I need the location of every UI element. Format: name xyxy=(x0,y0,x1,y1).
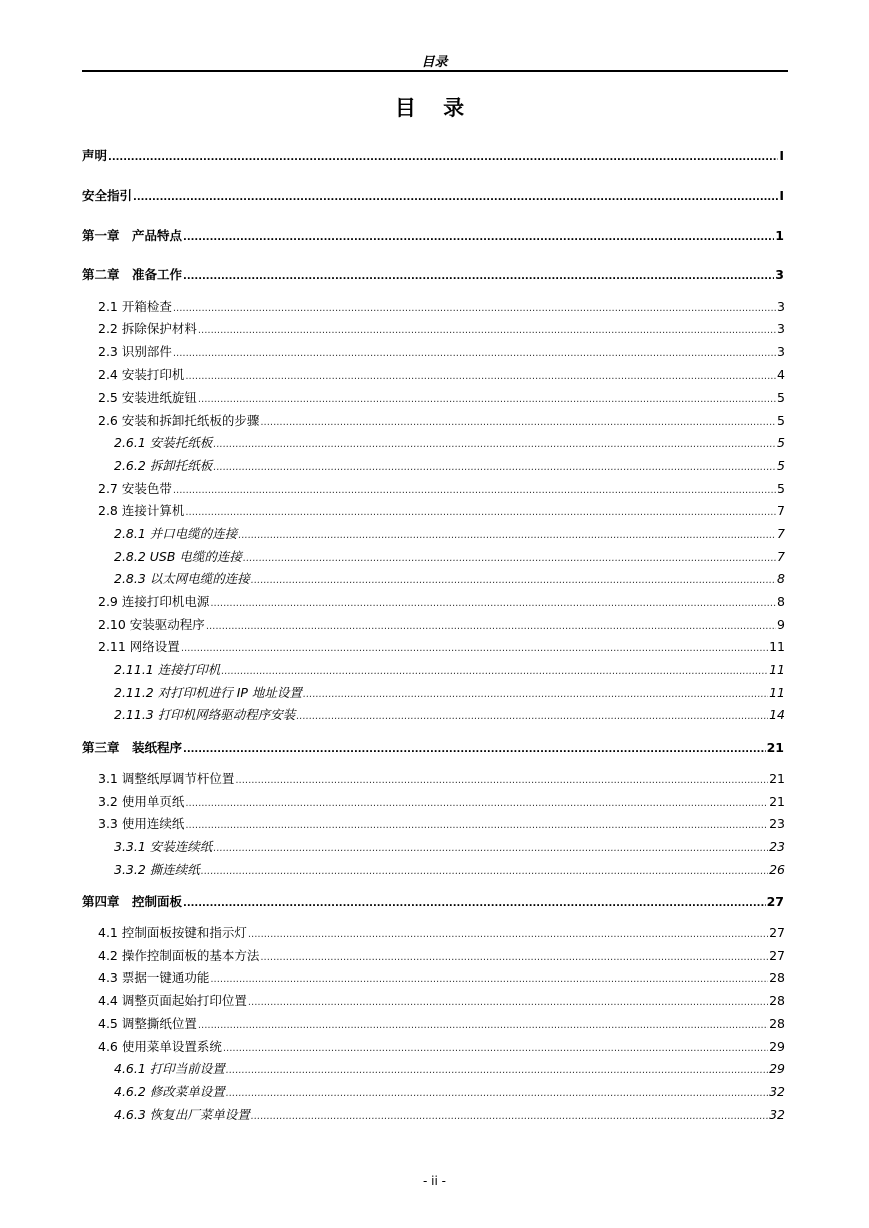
toc-entry[interactable] xyxy=(98,319,785,337)
toc-entry-page: 1 xyxy=(775,228,784,243)
toc-entry[interactable] xyxy=(114,860,785,878)
toc-entry[interactable] xyxy=(98,479,785,497)
toc-entry-label: 2.1 开箱检查 xyxy=(98,299,172,314)
dot-leader xyxy=(243,549,776,564)
toc-entry-label: 4.6.2 修改菜单设置 xyxy=(114,1084,225,1099)
toc-entry-label: 第一章 产品特点 xyxy=(82,228,183,243)
toc-entry[interactable] xyxy=(98,991,785,1009)
dot-leader xyxy=(198,390,776,405)
toc-entry-label: 3.3.1 安装连续纸 xyxy=(114,839,213,854)
toc-entry[interactable] xyxy=(98,814,785,832)
toc-entry[interactable] xyxy=(98,923,785,941)
dot-leader xyxy=(238,526,776,541)
toc-entry-page: 27 xyxy=(769,948,785,963)
toc-entry-label: 4.4 调整页面起始打印位置 xyxy=(98,993,247,1008)
toc-entry-page: 14 xyxy=(769,707,785,722)
dot-leader xyxy=(183,228,774,243)
dot-leader xyxy=(226,1061,768,1076)
toc-entry-label: 3.3.2 撕连续纸 xyxy=(114,862,200,877)
toc-entry-label: 4.6 使用菜单设置系统 xyxy=(98,1039,222,1054)
dot-leader xyxy=(185,367,776,382)
dot-leader xyxy=(183,267,774,282)
dot-leader xyxy=(213,458,776,473)
toc-entry-page: 23 xyxy=(769,839,785,854)
toc-entry-page: 5 xyxy=(777,413,785,428)
toc-entry-page: 29 xyxy=(769,1061,785,1076)
toc-entry[interactable] xyxy=(114,683,785,701)
toc-entry-page: 5 xyxy=(777,481,785,496)
toc-entry[interactable] xyxy=(98,637,785,655)
toc-entry[interactable] xyxy=(114,547,785,565)
toc-entry[interactable] xyxy=(98,1014,785,1032)
toc-entry[interactable] xyxy=(82,226,784,244)
toc-entry[interactable] xyxy=(98,1037,785,1055)
toc-entry-page: 28 xyxy=(769,993,785,1008)
toc-entry[interactable] xyxy=(114,524,785,542)
toc-entry-page: 32 xyxy=(769,1107,785,1122)
toc-entry-label: 2.9 连接打印机电源 xyxy=(98,594,210,609)
toc-entry[interactable] xyxy=(98,388,785,406)
toc-entry-page: 5 xyxy=(777,458,785,473)
toc-entry-page: 21 xyxy=(769,771,785,786)
toc-entry-page: 5 xyxy=(777,435,785,450)
dot-leader xyxy=(185,794,768,809)
toc-entry-label: 3.1 调整纸厚调节杆位置 xyxy=(98,771,235,786)
toc-entry-label: 第三章 装纸程序 xyxy=(82,740,183,755)
dot-leader xyxy=(108,148,778,163)
toc-entry[interactable] xyxy=(82,265,784,283)
toc-entry-page: I xyxy=(779,148,784,163)
toc-entry-page: 3 xyxy=(775,267,784,282)
toc-entry[interactable] xyxy=(114,1059,785,1077)
toc-entry-label: 2.6.2 拆卸托纸板 xyxy=(114,458,213,473)
dot-leader xyxy=(210,594,776,609)
dot-leader xyxy=(183,740,766,755)
dot-leader xyxy=(185,816,768,831)
toc-entry[interactable] xyxy=(82,146,784,164)
toc-entry-page: 11 xyxy=(769,662,785,677)
dot-leader xyxy=(235,771,768,786)
dot-leader xyxy=(210,970,768,985)
toc-entry-label: 2.5 安装进纸旋钮 xyxy=(98,390,197,405)
dot-leader xyxy=(198,1016,768,1031)
toc-entry[interactable] xyxy=(82,738,784,756)
dot-leader xyxy=(221,662,768,677)
toc-entry-label: 4.3 票据一键通功能 xyxy=(98,970,210,985)
toc-entry[interactable] xyxy=(98,968,785,986)
dot-leader xyxy=(213,839,768,854)
toc-entry-page: 26 xyxy=(769,862,785,877)
toc-entry-page: 7 xyxy=(777,526,785,541)
toc-entry[interactable] xyxy=(98,411,785,429)
toc-entry-page: 21 xyxy=(769,794,785,809)
toc-entry[interactable] xyxy=(114,837,785,855)
running-header: 目录 xyxy=(421,55,448,70)
dot-leader xyxy=(206,617,776,632)
toc-entry-label: 2.6.1 安装托纸板 xyxy=(114,435,213,450)
toc-entry-page: 5 xyxy=(777,390,785,405)
dot-leader xyxy=(173,344,776,359)
toc-entry[interactable] xyxy=(114,569,785,587)
toc-entry[interactable] xyxy=(114,1082,785,1100)
toc-entry-page: 7 xyxy=(777,549,785,564)
dot-leader xyxy=(296,707,768,722)
toc-entry-label: 4.5 调整撕纸位置 xyxy=(98,1016,197,1031)
page-title: 目 录 xyxy=(394,96,475,120)
toc-entry-page: 28 xyxy=(769,1016,785,1031)
toc-entry[interactable] xyxy=(98,297,785,315)
toc-entry-page: 8 xyxy=(777,594,785,609)
dot-leader xyxy=(303,685,768,700)
toc-entry[interactable] xyxy=(98,615,785,633)
dot-leader xyxy=(213,435,776,450)
toc-entry-label: 声明 xyxy=(82,148,108,163)
toc-entry[interactable] xyxy=(98,365,785,383)
toc-entry-label: 4.6.1 打印当前设置 xyxy=(114,1061,225,1076)
toc-entry-label: 2.11 网络设置 xyxy=(98,639,180,654)
toc-entry-label: 4.1 控制面板按键和指示灯 xyxy=(98,925,247,940)
toc-entry[interactable] xyxy=(98,501,785,519)
toc-entry-label: 安全指引 xyxy=(82,188,133,203)
toc-entry-label: 2.8.3 以太网电缆的连接 xyxy=(114,571,250,586)
toc-entry-label: 2.11.3 打印机网络驱动程序安装 xyxy=(114,707,296,722)
dot-leader xyxy=(183,894,766,909)
toc-entry[interactable] xyxy=(98,792,785,810)
toc-entry-page: 21 xyxy=(766,740,784,755)
dot-leader xyxy=(173,481,776,496)
toc-entry[interactable] xyxy=(114,705,785,723)
toc-entry-label: 第四章 控制面板 xyxy=(82,894,183,909)
toc-entry[interactable] xyxy=(82,892,784,910)
toc-entry-label: 2.10 安装驱动程序 xyxy=(98,617,205,632)
toc-entry-label: 2.11.1 连接打印机 xyxy=(114,662,221,677)
toc-entry[interactable] xyxy=(98,769,785,787)
toc-entry-label: 2.8.2 USB 电缆的连接 xyxy=(114,549,242,564)
toc-entry[interactable] xyxy=(114,456,785,474)
toc-entry-label: 3.2 使用单页纸 xyxy=(98,794,185,809)
toc-entry-label: 2.7 安装色带 xyxy=(98,481,172,496)
toc-entry-page: 9 xyxy=(777,617,785,632)
dot-leader xyxy=(223,1039,768,1054)
dot-leader xyxy=(248,925,768,940)
toc-entry-label: 2.8 连接计算机 xyxy=(98,503,185,518)
toc-entry[interactable] xyxy=(98,592,785,610)
toc-entry-page: 4 xyxy=(777,367,785,382)
toc-entry-page: 3 xyxy=(777,299,785,314)
toc-entry-page: 3 xyxy=(777,344,785,359)
toc-entry-page: 32 xyxy=(769,1084,785,1099)
toc-entry-page: 7 xyxy=(777,503,785,518)
toc-entry-page: 11 xyxy=(769,685,785,700)
dot-leader xyxy=(185,503,776,518)
toc-entry-label: 3.3 使用连续纸 xyxy=(98,816,185,831)
toc-entry[interactable] xyxy=(82,186,784,204)
dot-leader xyxy=(198,321,776,336)
toc-entry[interactable] xyxy=(98,946,785,964)
toc-entry-label: 2.4 安装打印机 xyxy=(98,367,185,382)
page-number: - ii - xyxy=(423,1174,446,1188)
dot-leader xyxy=(248,993,768,1008)
dot-leader xyxy=(260,948,768,963)
dot-leader xyxy=(251,571,776,586)
dot-leader xyxy=(181,639,768,654)
toc-entry-page: I xyxy=(779,188,784,203)
dot-leader xyxy=(173,299,776,314)
toc-entry-label: 2.11.2 对打印机进行 IP 地址设置 xyxy=(114,685,302,700)
dot-leader xyxy=(133,188,778,203)
dot-leader xyxy=(260,413,776,428)
dot-leader xyxy=(251,1107,768,1122)
toc-entry-page: 11 xyxy=(769,639,785,654)
toc-entry-label: 2.8.1 并口电缆的连接 xyxy=(114,526,238,541)
dot-leader xyxy=(226,1084,768,1099)
toc-entry[interactable] xyxy=(98,342,785,360)
toc-entry-label: 第二章 准备工作 xyxy=(82,267,183,282)
toc-entry-page: 29 xyxy=(769,1039,785,1054)
toc-entry-page: 27 xyxy=(766,894,784,909)
toc-entry-label: 2.3 识别部件 xyxy=(98,344,172,359)
toc-entry-page: 3 xyxy=(777,321,785,336)
toc-entry-label: 4.6.3 恢复出厂菜单设置 xyxy=(114,1107,250,1122)
toc-entry[interactable] xyxy=(114,433,785,451)
dot-leader xyxy=(201,862,768,877)
toc-entry[interactable] xyxy=(114,660,785,678)
toc-entry-page: 28 xyxy=(769,970,785,985)
toc-entry-label: 4.2 操作控制面板的基本方法 xyxy=(98,948,260,963)
toc-entry-label: 2.2 拆除保护材料 xyxy=(98,321,197,336)
toc-entry-label: 2.6 安装和拆卸托纸板的步骤 xyxy=(98,413,260,428)
toc-entry-page: 8 xyxy=(777,571,785,586)
toc-entry[interactable] xyxy=(114,1105,785,1123)
toc-entry-page: 27 xyxy=(769,925,785,940)
toc-entry-page: 23 xyxy=(769,816,785,831)
